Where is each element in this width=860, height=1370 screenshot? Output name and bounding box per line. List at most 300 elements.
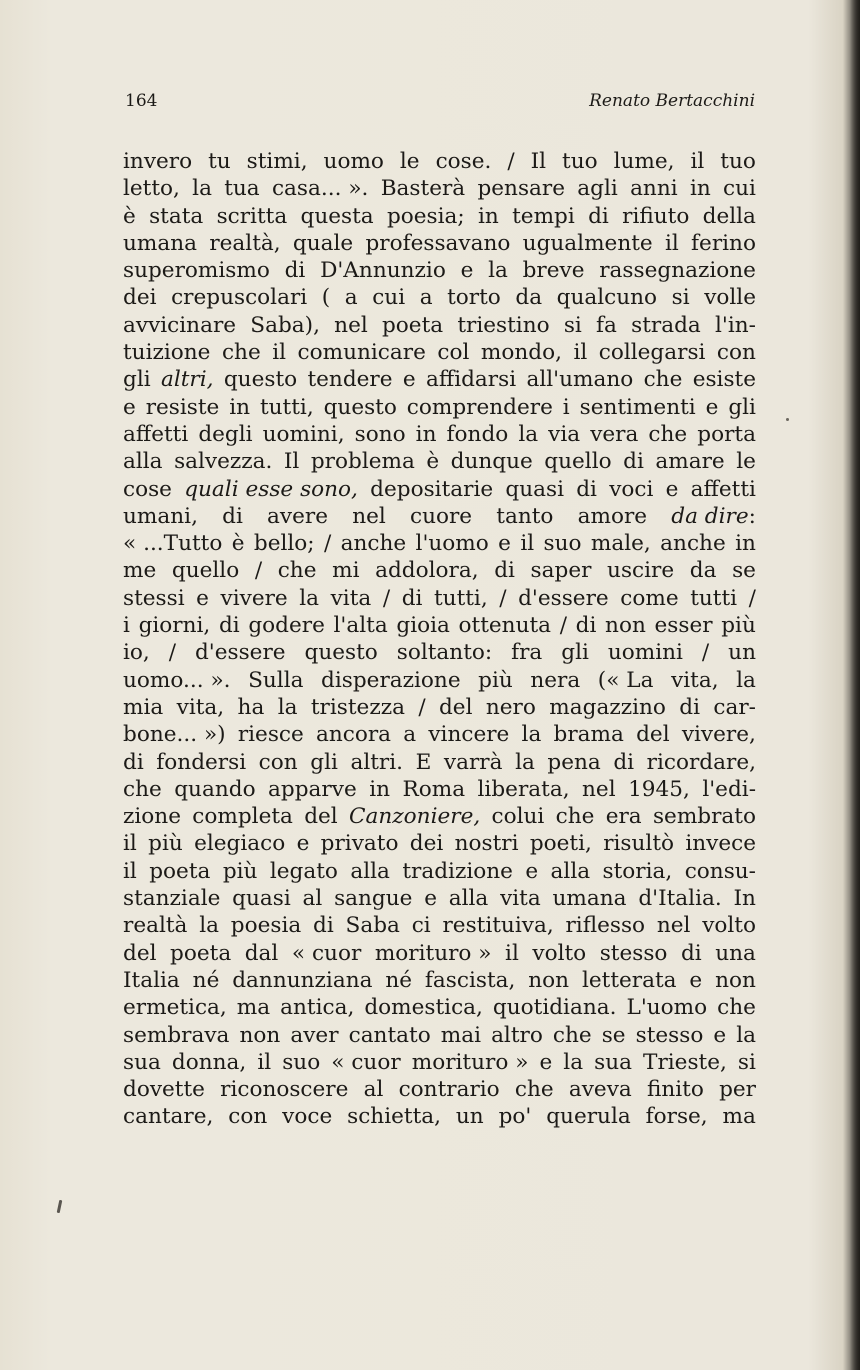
word: stessi (123, 585, 185, 611)
word: / (499, 585, 507, 611)
word: cui (372, 285, 406, 311)
word: querula (546, 1104, 631, 1130)
word: comprendere (406, 394, 553, 420)
word: tendere (307, 367, 393, 393)
word: poeta (149, 858, 211, 884)
word: le (736, 449, 756, 475)
word: questa (300, 203, 374, 229)
word: ottenuta (458, 613, 552, 639)
text-line (123, 448, 756, 475)
word: da (689, 558, 717, 584)
word: e (705, 394, 719, 420)
word: e (424, 886, 437, 912)
text-line (123, 721, 756, 748)
word: di (123, 749, 144, 775)
word: in (369, 776, 391, 802)
word: uomini (607, 640, 683, 666)
text-line (123, 476, 756, 503)
word: ricordare, (646, 749, 756, 775)
word: come (620, 585, 679, 611)
word: E (415, 749, 432, 775)
word: bello; (253, 531, 315, 557)
word: uomini, (262, 421, 345, 447)
word: poeta (170, 940, 232, 966)
text-line (123, 312, 756, 339)
word: alla (448, 886, 489, 912)
word: avere (267, 503, 329, 529)
word: nostri (454, 831, 519, 857)
word: si (563, 312, 582, 338)
word: di (575, 613, 597, 639)
word: liberata, (477, 776, 570, 802)
word: è (123, 203, 136, 229)
word: porta (697, 421, 756, 447)
text-line (123, 284, 756, 311)
word: più (721, 613, 756, 639)
word: la (518, 421, 539, 447)
word: è (231, 531, 245, 557)
word: il (573, 340, 588, 366)
word: di (401, 585, 423, 611)
word: forse, (645, 1104, 708, 1130)
word: al (302, 886, 323, 912)
word: stanziale (123, 886, 221, 912)
text-line (123, 1076, 756, 1103)
word: non (239, 1022, 281, 1048)
text-line (123, 503, 756, 530)
word: dal (244, 940, 279, 966)
word: l'alta (333, 613, 388, 639)
word: il (257, 1049, 272, 1075)
word: uomo (323, 149, 384, 174)
page-header (125, 91, 755, 115)
word: Saba (345, 913, 400, 939)
word: del (636, 722, 670, 748)
word: ugualmente (522, 230, 653, 256)
text-line (123, 557, 756, 584)
word: e (402, 367, 416, 393)
word: letto, (123, 176, 180, 202)
word: collegarsi (598, 340, 706, 366)
word: privato (320, 831, 399, 857)
word: cantato (348, 1022, 431, 1048)
page-number: 164 (125, 91, 158, 111)
word: di (576, 476, 597, 502)
word: gli (561, 640, 589, 666)
word: il (272, 340, 287, 366)
ink-speck (786, 418, 789, 421)
text-line (123, 994, 756, 1021)
word: / (507, 149, 515, 174)
word: tanto (496, 503, 554, 529)
word: amare (655, 449, 725, 475)
word: le (399, 149, 420, 174)
word: professavano (365, 230, 511, 256)
word: suo (543, 531, 582, 557)
word: con (258, 749, 298, 775)
word: / (748, 585, 756, 611)
word: anni (630, 176, 678, 202)
word: l'in- (715, 312, 756, 338)
word: cuore (409, 503, 473, 529)
text-line (123, 885, 756, 912)
word: poeta (381, 312, 444, 338)
word: riflesso (565, 913, 646, 939)
word: d'essere (518, 585, 609, 611)
word: dovette (123, 1077, 205, 1103)
word: se (732, 558, 756, 584)
word: letterata (581, 967, 677, 993)
word: umana (552, 886, 627, 912)
word: e (713, 1022, 727, 1048)
text-line (123, 175, 756, 202)
word: che (552, 1022, 592, 1048)
word: giorni, (138, 613, 211, 639)
running-head: Renato Bertacchini (589, 91, 755, 111)
word: che (648, 421, 688, 447)
word: riconoscere (220, 1077, 349, 1103)
word: più (222, 858, 258, 884)
word: del (304, 804, 338, 830)
word: Basterà (380, 176, 466, 202)
word: nera (530, 667, 581, 693)
word: consu- (684, 858, 756, 884)
word: godere (248, 613, 325, 639)
word: mi (332, 558, 360, 584)
text-line (123, 667, 756, 694)
word: il (664, 230, 679, 256)
word: alla (123, 449, 163, 475)
word: che (123, 776, 162, 802)
word: fondo (446, 421, 509, 447)
word: a (403, 722, 417, 748)
text-line (123, 612, 756, 639)
margin-mark (57, 1200, 63, 1213)
word: risultò (603, 831, 675, 857)
text-line (123, 257, 756, 284)
word: alla (550, 858, 591, 884)
text-line (123, 639, 756, 666)
word: di (494, 558, 515, 584)
word: rifiuto (622, 203, 690, 229)
word: gli (310, 749, 338, 775)
word: brama (553, 722, 624, 748)
word: ci (411, 913, 431, 939)
word: volto (532, 940, 587, 966)
word: di (679, 694, 700, 720)
word: Il (283, 449, 300, 475)
word: fa (596, 312, 617, 338)
word: Canzoniere, (348, 804, 481, 830)
word: nero (485, 694, 536, 720)
word: / (418, 694, 426, 720)
word: dunque (450, 449, 533, 475)
word: che (555, 804, 595, 830)
word: il (505, 940, 519, 966)
word: né (192, 967, 220, 993)
word: ( (321, 285, 331, 311)
word: completa (192, 804, 293, 830)
word: affetti (123, 421, 189, 447)
word: quasi (232, 886, 291, 912)
word: per (719, 1077, 756, 1103)
word: male, (590, 531, 651, 557)
text-line (123, 585, 756, 612)
word: vita (500, 886, 541, 912)
word: di (218, 613, 240, 639)
word: vivere, (681, 722, 756, 748)
word: contrario (398, 1077, 500, 1103)
word: e (539, 1049, 553, 1075)
word: triestino (457, 312, 550, 338)
word: al (363, 1077, 384, 1103)
word: disperazione (321, 667, 461, 693)
word: pensare (477, 176, 566, 202)
word: D'Annunzio (320, 258, 446, 284)
word: la (563, 1049, 584, 1075)
word: resiste (145, 394, 220, 420)
word: e (665, 476, 679, 502)
word: la (736, 1022, 756, 1048)
word: a (419, 285, 433, 311)
word: pena (547, 749, 601, 775)
word: alla (350, 858, 390, 884)
word: varrà (443, 749, 503, 775)
word: breve (522, 258, 585, 284)
word: uscire (607, 558, 675, 584)
text-line (123, 421, 756, 448)
word: tutti, (259, 394, 314, 420)
word: mai (440, 1022, 482, 1048)
word: io, (123, 640, 150, 666)
word: tutti, (433, 585, 488, 611)
word: di (284, 258, 306, 284)
word: depositarie (370, 476, 494, 502)
word: quando (174, 776, 256, 802)
word: vincere (428, 722, 510, 748)
word: da (515, 285, 543, 311)
word: / (323, 531, 332, 557)
word: Roma (402, 776, 466, 802)
text-line (123, 203, 756, 230)
word: era (605, 804, 642, 830)
word: se (601, 1022, 626, 1048)
word: col (437, 340, 470, 366)
word: di (222, 503, 243, 529)
text-line (123, 148, 756, 175)
word: bone... ») (123, 722, 226, 748)
word: apparve (268, 776, 357, 802)
word: realtà (123, 913, 188, 939)
word: tuo (562, 149, 598, 174)
word: la (199, 913, 219, 939)
word: Trieste, (643, 1049, 727, 1075)
page-edge-shadow (850, 0, 860, 1370)
word: gioia (396, 613, 450, 639)
word: in (735, 531, 756, 557)
word: ferino (691, 230, 756, 256)
word: affidarsi (425, 367, 517, 393)
text-line (123, 858, 756, 885)
word: la (515, 749, 535, 775)
word: agli (577, 176, 618, 202)
word: che (277, 558, 317, 584)
word: la (277, 694, 298, 720)
word: da dire: (671, 503, 756, 529)
word: un (728, 640, 756, 666)
word: stimi, (246, 149, 308, 174)
word: e (525, 858, 539, 884)
word: in (415, 421, 437, 447)
word: / (382, 585, 391, 611)
word: l'uomo (415, 531, 489, 557)
word: più (148, 831, 183, 857)
word: con (228, 1104, 268, 1130)
word: aver (290, 1022, 339, 1048)
word: all'umano (526, 367, 634, 393)
word: sono (354, 421, 406, 447)
word: cose. (435, 149, 492, 174)
word: tu (208, 149, 231, 174)
word: non (528, 967, 570, 993)
word: gli (728, 394, 756, 420)
word: rassegnazione (599, 258, 756, 284)
word: tutti (690, 585, 738, 611)
word: di (313, 913, 334, 939)
word: sua (123, 1049, 161, 1075)
word: crepuscolari (171, 285, 308, 311)
word: e (689, 967, 703, 993)
word: il (123, 831, 137, 857)
word: la (192, 176, 212, 202)
word: una (715, 940, 756, 966)
word: donna, (171, 1049, 247, 1075)
word: (« La (597, 667, 654, 693)
word: cui (723, 176, 756, 202)
word: ma (722, 1104, 756, 1130)
word: 1945, (628, 776, 690, 802)
word: un (455, 1104, 484, 1130)
text-line (123, 967, 756, 994)
word: poesia; (386, 203, 465, 229)
word: finito (646, 1077, 704, 1103)
word: di (680, 940, 702, 966)
text-line (123, 339, 756, 366)
word: tua (224, 176, 260, 202)
word: schietta, (347, 1104, 441, 1130)
word: questo (323, 394, 397, 420)
word: tuo (720, 149, 756, 174)
word: addolora, (375, 558, 479, 584)
word: più (478, 667, 513, 693)
word: colui (491, 804, 545, 830)
word: suo (282, 1049, 321, 1075)
word: e (498, 531, 511, 557)
word: gli (123, 367, 151, 393)
word: fascista, (424, 967, 516, 993)
word: soltanto: (396, 640, 493, 666)
word: dei (409, 831, 444, 857)
text-line (123, 776, 756, 803)
word: zione (123, 804, 181, 830)
word: volto (702, 913, 756, 939)
word: invece (685, 831, 756, 857)
word: umana (123, 230, 198, 256)
word: / (254, 558, 263, 584)
word: Il (530, 149, 547, 174)
text-line (123, 1022, 756, 1049)
word: vita, (176, 694, 225, 720)
word: superomismo (123, 258, 270, 284)
word: altro (491, 1022, 543, 1048)
word: sentimenti (579, 394, 696, 420)
word: problema (310, 449, 415, 475)
word: / (559, 613, 567, 639)
word: riesce (237, 722, 304, 748)
word: stesso (635, 1022, 704, 1048)
word: fra (511, 640, 543, 666)
word: anche (660, 531, 726, 557)
word: vera (590, 421, 639, 447)
word: sembrato (652, 804, 756, 830)
word: sangue (334, 886, 413, 912)
word: sembrava (123, 1022, 230, 1048)
text-line (123, 366, 756, 393)
word: / (701, 640, 710, 666)
word: i (123, 613, 130, 639)
word: quello (171, 558, 240, 584)
word: nel (352, 503, 386, 529)
word: restituiva, (442, 913, 554, 939)
word: e (123, 394, 136, 420)
word: « cuor (291, 940, 362, 966)
word: poeti, (529, 831, 592, 857)
word: via (548, 421, 581, 447)
word: umani, (123, 503, 198, 529)
word: vita, (671, 667, 719, 693)
word: qualcuno (556, 285, 658, 311)
word: casa... ». (271, 176, 369, 202)
word: tuizione (123, 340, 211, 366)
word: saper (530, 558, 592, 584)
word: In (733, 886, 756, 912)
word: antica, (280, 995, 355, 1021)
body-text (123, 148, 756, 1131)
word: comunicare (297, 340, 426, 366)
word: che (514, 1077, 554, 1103)
word: nel (582, 776, 616, 802)
word: mia (123, 694, 164, 720)
word: legato (269, 858, 338, 884)
word: si (737, 1049, 756, 1075)
text-line (123, 1049, 756, 1076)
text-line (123, 940, 756, 967)
word: quale (292, 230, 354, 256)
word: poesia (230, 913, 302, 939)
word: in (478, 203, 499, 229)
word: Italia (123, 967, 180, 993)
word: tempi (512, 203, 575, 229)
word: del (438, 694, 473, 720)
word: stesso (599, 940, 668, 966)
word: ha (237, 694, 265, 720)
word: domestica, (364, 995, 483, 1021)
word: nel (656, 913, 691, 939)
word: si (671, 285, 690, 311)
word: voci (609, 476, 654, 502)
word: Sulla (248, 667, 304, 693)
word: il (520, 531, 535, 557)
